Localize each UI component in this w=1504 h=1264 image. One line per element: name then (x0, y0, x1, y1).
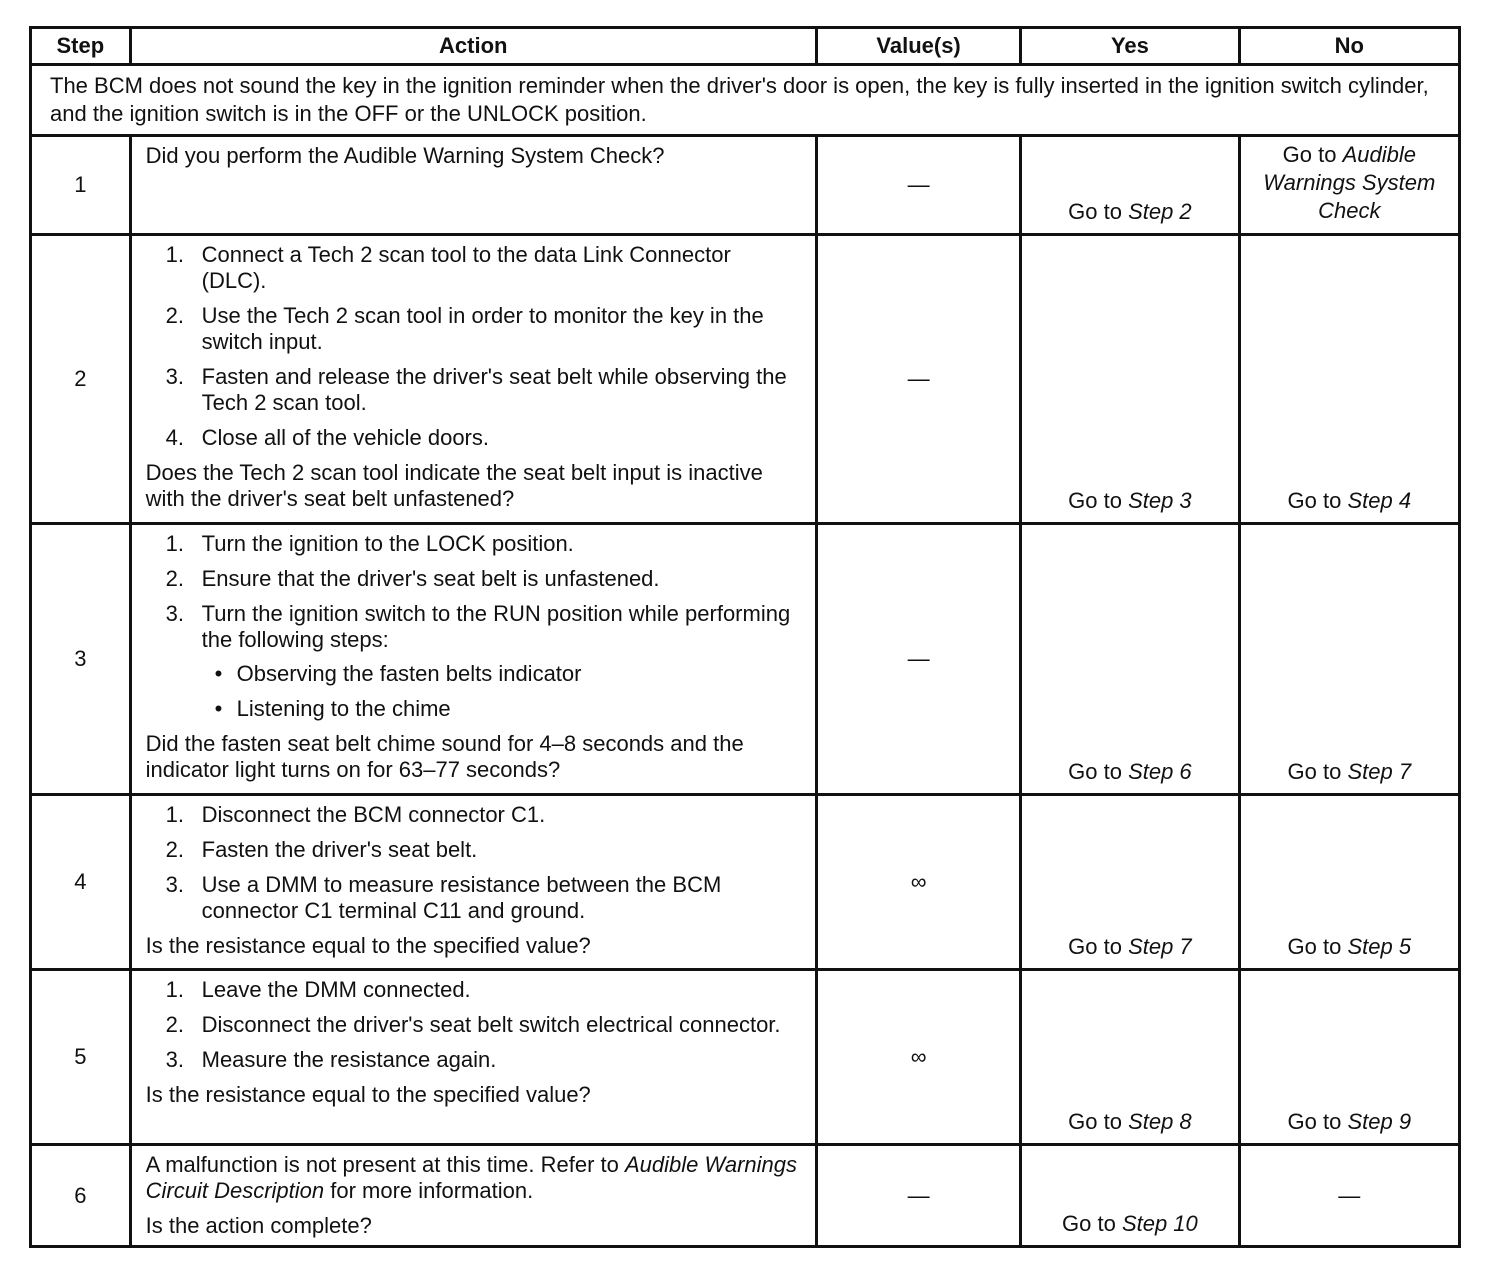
yes-ref: Step 10 (1121, 1211, 1198, 1236)
list-item (146, 802, 801, 828)
question-text: Did the fasten seat belt chime sound for 4–8 seconds and the indicator light turns on for 63–77 seconds? (145, 731, 744, 782)
list-item (146, 837, 801, 863)
item-text: Turn the ignition to the LOCK position. (201, 531, 574, 556)
yes-cell (1021, 136, 1239, 235)
no-cell (1239, 795, 1459, 970)
item-number: 3. (165, 601, 184, 626)
list-item (146, 242, 801, 294)
item-text: Use the Tech 2 scan tool in order to monitor the key in the switch input. (201, 303, 764, 354)
item-text: Leave the DMM connected. (201, 977, 471, 1002)
step-number: 6 (31, 1145, 131, 1247)
action-cell (130, 136, 816, 235)
item-number: 3. (165, 364, 184, 389)
list-item (146, 1047, 801, 1073)
question-text: Is the resistance equal to the specified value? (145, 1082, 591, 1107)
no-cell (1239, 524, 1459, 795)
yes-prefix: Go to (1062, 1211, 1122, 1236)
yes-ref: Step 3 (1128, 488, 1192, 513)
list-item (146, 601, 801, 722)
no-ref: Step 5 (1347, 934, 1412, 959)
yes-prefix: Go to (1068, 759, 1129, 784)
bullet-text: Listening to the chime (236, 696, 451, 721)
note-prefix: A malfunction is not present at this time. Refer to (145, 1152, 625, 1177)
yes-prefix: Go to (1068, 1109, 1129, 1134)
procedure-list (146, 802, 801, 924)
yes-prefix: Go to (1068, 934, 1129, 959)
bullet-item (202, 696, 801, 722)
table-row (31, 795, 1460, 970)
note-paragraph (146, 1152, 801, 1204)
list-item (146, 872, 801, 924)
action-cell (130, 795, 816, 970)
item-text: Turn the ignition switch to the RUN position while performing the following steps: (201, 601, 791, 652)
item-number: 1. (165, 802, 184, 827)
yes-ref: Step 8 (1128, 1109, 1192, 1134)
table-row (31, 136, 1460, 235)
item-number: 1. (165, 977, 184, 1002)
procedure-list (146, 531, 801, 722)
action-cell (130, 235, 816, 524)
table-row (31, 1145, 1460, 1247)
list-item (146, 977, 801, 1003)
table-row (31, 235, 1460, 524)
item-number: 2. (165, 1012, 184, 1037)
bullet-icon: • (214, 696, 223, 721)
yes-cell (1021, 524, 1239, 795)
item-text: Fasten the driver's seat belt. (201, 837, 478, 862)
no-prefix: Go to (1287, 1109, 1348, 1134)
header-yes: Yes (1021, 28, 1239, 65)
item-number: 2. (165, 303, 184, 328)
value-cell: ∞ (816, 795, 1020, 970)
note-suffix: for more information. (324, 1178, 534, 1203)
question-text: Is the action complete? (145, 1213, 372, 1238)
note-ref: Audible Warnings Circuit Description (145, 1152, 797, 1203)
item-number: 3. (165, 1047, 184, 1072)
table-row (31, 524, 1460, 795)
no-ref: Step 7 (1347, 759, 1412, 784)
list-item (146, 364, 801, 416)
action-cell (130, 1145, 816, 1247)
sub-bullet-list (202, 661, 801, 722)
yes-cell (1021, 1145, 1239, 1247)
bullet-item (202, 661, 801, 687)
action-cell (130, 970, 816, 1145)
no-prefix: Go to (1287, 488, 1348, 513)
step-number: 1 (31, 136, 131, 235)
list-item (146, 425, 801, 451)
yes-prefix: Go to (1068, 488, 1129, 513)
item-text: Disconnect the BCM connector C1. (201, 802, 546, 827)
value-cell: ∞ (816, 970, 1020, 1145)
table-row (31, 970, 1460, 1145)
item-text: Connect a Tech 2 scan tool to the data Link Connector (DLC). (201, 242, 731, 293)
no-prefix: Go to (1287, 759, 1348, 784)
value-cell: — (816, 524, 1020, 795)
no-cell (1239, 970, 1459, 1145)
item-text: Ensure that the driver's seat belt is unfastened. (201, 566, 660, 591)
item-text: Fasten and release the driver's seat belt while observing the Tech 2 scan tool. (201, 364, 787, 415)
yes-prefix: Go to (1068, 199, 1129, 224)
intro-row (31, 65, 1460, 136)
item-number: 3. (165, 872, 184, 897)
header-no: No (1239, 28, 1459, 65)
list-item (146, 566, 801, 592)
yes-cell (1021, 795, 1239, 970)
question-text: Did you perform the Audible Warning System Check? (145, 143, 665, 168)
question-text: Is the resistance equal to the specified value? (145, 933, 591, 958)
item-number: 1. (165, 242, 184, 267)
yes-ref: Step 6 (1128, 759, 1192, 784)
no-cell (1239, 136, 1459, 235)
procedure-list (146, 977, 801, 1073)
step-number: 2 (31, 235, 131, 524)
no-ref: Step 9 (1347, 1109, 1412, 1134)
bullet-icon: • (214, 661, 223, 686)
action-cell (130, 524, 816, 795)
bullet-text: Observing the fasten belts indicator (236, 661, 582, 686)
question-text: Does the Tech 2 scan tool indicate the seat belt input is inactive with the driver's seat belt unfastened? (145, 460, 763, 511)
no-cell (1239, 235, 1459, 524)
value-cell: — (816, 136, 1020, 235)
value-cell: — (816, 1145, 1020, 1247)
no-prefix: Go to (1282, 142, 1343, 167)
no-cell: — (1239, 1145, 1459, 1247)
no-ref: Audible Warnings System Check (1263, 142, 1436, 223)
header-step: Step (31, 28, 131, 65)
item-text: Close all of the vehicle doors. (201, 425, 489, 450)
header-values: Value(s) (816, 28, 1020, 65)
value-cell: — (816, 235, 1020, 524)
list-item (146, 1012, 801, 1038)
item-number: 4. (165, 425, 184, 450)
list-item (146, 531, 801, 557)
item-text: Measure the resistance again. (201, 1047, 497, 1072)
list-item (146, 303, 801, 355)
yes-ref: Step 2 (1128, 199, 1192, 224)
header-row (31, 28, 1460, 65)
item-number: 1. (165, 531, 184, 556)
item-number: 2. (165, 566, 184, 591)
intro-text: The BCM does not sound the key in the ignition reminder when the driver's door is open, the key is fully inserted in the ignition switch cylinder, and the ignition switch is in the OFF or the UNLOCK position. (31, 65, 1460, 136)
item-number: 2. (165, 837, 184, 862)
no-prefix: Go to (1287, 934, 1348, 959)
procedure-list (146, 242, 801, 451)
no-ref: Step 4 (1347, 488, 1412, 513)
yes-ref: Step 7 (1128, 934, 1192, 959)
yes-cell (1021, 235, 1239, 524)
step-number: 3 (31, 524, 131, 795)
step-number: 5 (31, 970, 131, 1145)
diagnostic-table (29, 26, 1461, 1248)
yes-cell (1021, 970, 1239, 1145)
header-action: Action (130, 28, 816, 65)
item-text: Disconnect the driver's seat belt switch electrical connector. (201, 1012, 781, 1037)
item-text: Use a DMM to measure resistance between the BCM connector C1 terminal C11 and ground. (201, 872, 722, 923)
step-number: 4 (31, 795, 131, 970)
